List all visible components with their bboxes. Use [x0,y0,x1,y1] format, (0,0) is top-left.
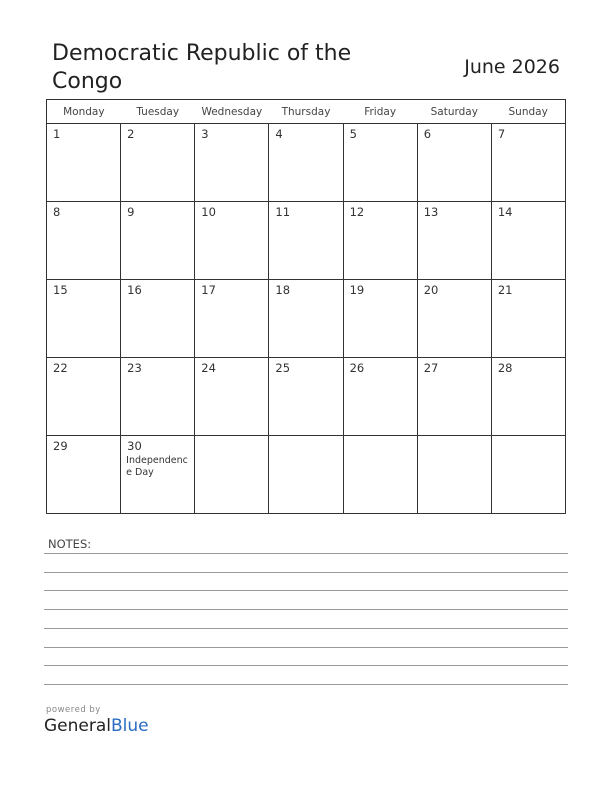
day-cell [47,358,121,436]
day-number: 5 [349,127,357,141]
generalblue-logo [44,716,149,736]
month-title: June 2026 [464,56,560,78]
notes-line [44,684,568,685]
day-number: 14 [497,205,513,219]
day-cell [195,124,269,202]
day-number: 8 [53,205,61,219]
day-cell [195,202,269,280]
weekday-thursday: Thursday [269,100,343,124]
day-cell [269,202,343,280]
day-cell [47,280,121,358]
day-number: 30 [127,439,142,453]
day-cell [343,280,417,358]
brand-general: General [44,716,111,736]
day-cell [121,202,195,280]
day-number: 11 [275,205,291,219]
day-number: 3 [201,127,209,141]
notes-label: NOTES: [48,537,92,551]
notes-line [44,590,568,591]
day-cell [491,358,565,436]
week-row [47,202,566,280]
day-cell [269,124,343,202]
notes-line [44,553,568,554]
calendar-grid [46,99,566,514]
day-number: 26 [349,361,365,375]
day-number: 23 [127,361,142,375]
day-cell [491,124,565,202]
day-number: 1 [53,127,61,141]
day-number: 6 [423,127,432,141]
holiday-label: Independence Day [126,455,188,478]
day-cell [343,436,417,514]
day-number: 19 [349,283,365,297]
day-cell [121,358,195,436]
notes-line [44,647,568,648]
notes-line [44,572,568,573]
day-number: 2 [127,127,135,141]
day-cell [47,202,121,280]
day-cell [343,358,417,436]
weekday-saturday: Saturday [417,100,491,124]
notes-line [44,665,568,666]
notes-line [44,628,568,629]
day-cell [343,124,417,202]
day-number: 24 [201,361,216,375]
day-number: 7 [497,127,506,141]
day-number: 20 [423,283,439,297]
day-cell [491,280,565,358]
day-cell [343,202,417,280]
day-cell [417,202,491,280]
week-row [47,124,566,202]
day-number: 10 [201,205,216,219]
day-cell [121,436,195,514]
day-number: 28 [497,361,513,375]
day-number: 22 [53,361,68,375]
day-number: 9 [127,205,135,219]
day-cell [269,436,343,514]
day-cell [195,280,269,358]
day-cell [195,436,269,514]
day-cell [47,124,121,202]
country-title: Democratic Republic of the Congo [52,41,352,94]
week-row [47,358,566,436]
weekday-tuesday: Tuesday [121,100,195,124]
day-number: 4 [275,127,283,141]
day-number: 27 [423,361,439,375]
weekday-monday: Monday [47,100,121,124]
day-cell [417,280,491,358]
day-cell [121,124,195,202]
day-cell [417,358,491,436]
day-cell [269,280,343,358]
day-cell [195,358,269,436]
day-number: 21 [497,283,513,297]
weekday-wednesday: Wednesday [195,100,269,124]
day-cell [491,436,565,514]
day-number: 13 [423,205,439,219]
notes-line [44,609,568,610]
day-cell [121,280,195,358]
week-row [47,280,566,358]
day-number: 12 [349,205,365,219]
day-cell [491,202,565,280]
weekday-header-row [47,100,566,124]
brand-blue: Blue [111,716,149,736]
day-number: 16 [127,283,142,297]
day-number: 18 [275,283,291,297]
day-number: 29 [53,439,68,453]
day-number: 17 [201,283,216,297]
day-cell [47,436,121,514]
day-number: 25 [275,361,291,375]
weekday-sunday: Sunday [491,100,565,124]
week-row [47,436,566,514]
day-cell [417,124,491,202]
day-number: 15 [53,283,68,297]
day-cell [417,436,491,514]
day-cell [269,358,343,436]
powered-by-text: powered by [46,705,101,715]
weekday-friday: Friday [343,100,417,124]
